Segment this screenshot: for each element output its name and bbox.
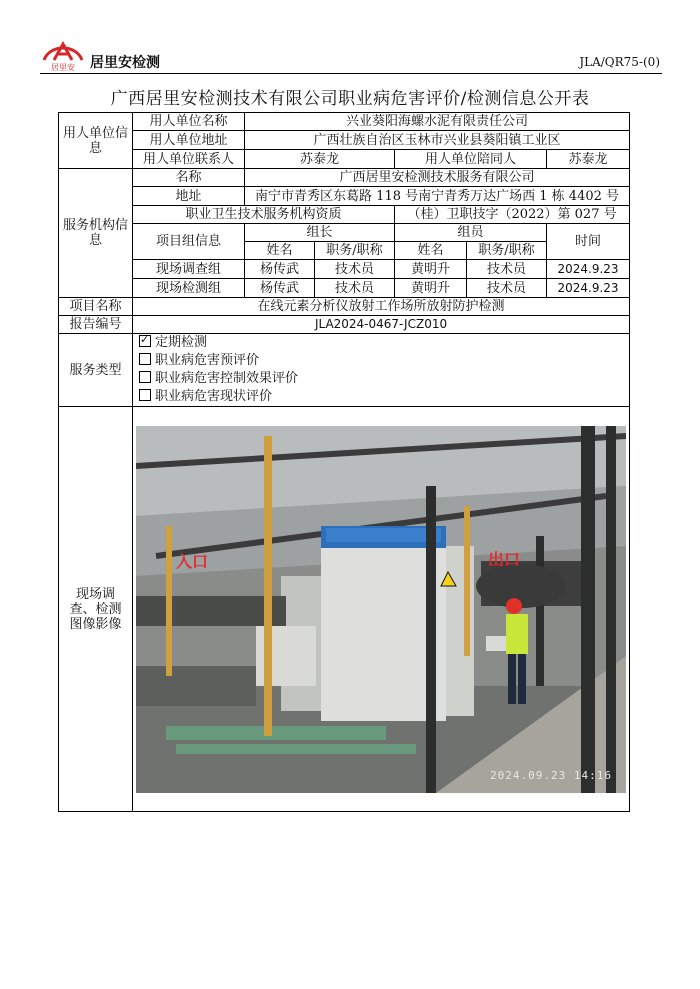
table-row	[59, 279, 630, 298]
company-logo	[40, 38, 86, 72]
group-name: 现场检测组	[133, 279, 245, 298]
checkbox-checked-icon	[139, 335, 151, 347]
org-name-label: 名称	[133, 169, 245, 187]
project-name: 在线元素分析仪放射工作场所放射防护检测	[133, 298, 630, 316]
employer-contact: 苏泰龙	[245, 150, 395, 169]
org-qual: （桂）卫职技字（2022）第 027 号	[395, 206, 630, 224]
checkbox-icon	[139, 353, 151, 365]
leader-name: 杨传武	[245, 260, 315, 279]
leader-name-header: 姓名	[245, 242, 315, 260]
photo-timestamp: 2024.09.23 14:16	[490, 768, 613, 782]
member-name-header: 姓名	[395, 242, 467, 260]
employer-address-label: 用人单位地址	[133, 131, 245, 150]
leader-name: 杨传武	[245, 279, 315, 298]
service-org-section-label: 服务机构信息	[59, 169, 133, 298]
org-name: 广西居里安检测技术服务有限公司	[245, 169, 630, 187]
member-title-header: 职务/职称	[467, 242, 547, 260]
employer-name-label: 用人单位名称	[133, 113, 245, 131]
site-photo	[136, 426, 626, 793]
exit-sign: 出口	[488, 549, 521, 569]
employer-address: 广西壮族自治区玉林市兴业县葵阳镇工业区	[245, 131, 630, 150]
brand-name: 居里安检测	[90, 55, 160, 71]
member-header: 组员	[395, 224, 547, 242]
page-title: 广西居里安检测技术有限公司职业病危害评价/检测信息公开表	[110, 89, 590, 109]
entry-sign: 入口	[176, 551, 209, 571]
table-row	[59, 260, 630, 279]
site-photo-illustration	[136, 426, 626, 793]
employer-name: 兴业葵阳海螺水泥有限责任公司	[245, 113, 630, 131]
group-name: 现场调查组	[133, 260, 245, 279]
checkbox-icon	[139, 371, 151, 383]
employer-companion: 苏泰龙	[547, 150, 630, 169]
service-type-options	[133, 334, 630, 407]
member-title: 技术员	[467, 279, 547, 298]
leader-title: 技术员	[315, 260, 395, 279]
team-label: 项目组信息	[133, 224, 245, 260]
service-option: 职业病危害控制效果评价	[139, 370, 627, 388]
photo-label: 现场调查、检测图像影像	[59, 407, 133, 812]
project-label: 项目名称	[59, 298, 133, 316]
report-number: JLA2024-0467-JCZ010	[133, 316, 630, 334]
org-address: 南宁市青秀区东葛路 118 号南宁青秀万达广场西 1 栋 4402 号	[245, 187, 630, 206]
report-label: 报告编号	[59, 316, 133, 334]
member-title: 技术员	[467, 260, 547, 279]
photo-cell	[133, 407, 630, 812]
time-header: 时间	[547, 224, 630, 260]
header-rule	[40, 73, 662, 74]
member-name: 黄明升	[395, 260, 467, 279]
org-address-label: 地址	[133, 187, 245, 206]
service-type-label: 服务类型	[59, 334, 133, 407]
visit-date: 2024.9.23	[547, 279, 630, 298]
leader-title-header: 职务/职称	[315, 242, 395, 260]
service-option: 职业病危害预评价	[139, 352, 627, 370]
employer-section-label: 用人单位信息	[59, 113, 133, 169]
service-option: 职业病危害现状评价	[139, 388, 627, 406]
checkbox-icon	[139, 389, 151, 401]
service-option: ✓定期检测	[139, 334, 627, 352]
employer-companion-label: 用人单位陪同人	[395, 150, 547, 169]
svg-text:居里安: 居里安	[51, 63, 75, 72]
employer-contact-label: 用人单位联系人	[133, 150, 245, 169]
info-table	[58, 112, 630, 812]
visit-date: 2024.9.23	[547, 260, 630, 279]
leader-title: 技术员	[315, 279, 395, 298]
member-name: 黄明升	[395, 279, 467, 298]
org-qual-label: 职业卫生技术服务机构资质	[133, 206, 395, 224]
page-header	[40, 38, 660, 74]
document-code: JLA/QR75-(0)	[579, 55, 660, 69]
leader-header: 组长	[245, 224, 395, 242]
